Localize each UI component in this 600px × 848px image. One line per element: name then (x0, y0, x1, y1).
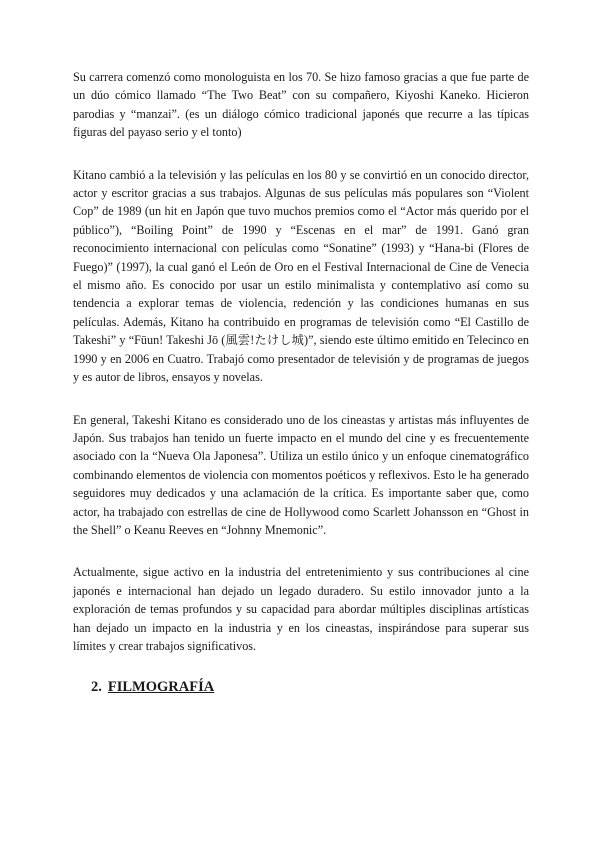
paragraph-influence: En general, Takeshi Kitano es considerado uno de los cineastas y artistas más influyentes de Japón. Sus trabajos han tenido un fuerte impacto en el mundo del cine y es frecuentemente asociado con la “Nueva Ola Japonesa”. Utiliza un estilo único y un enfoque cinematográfico combinando elementos de violencia con momentos poéticos y reflexivos. Esto le ha generado seguidores muy dedicados y una aclamación de la crítica. Es importante saber que, como actor, ha trabajado con estrellas de cine de Hollywood como Scarlett Johansson en “Ghost in the Shell” o Keanu Reeves en “Johnny Mnemonic”. (73, 412, 529, 537)
document-body (73, 68, 529, 696)
section-heading (91, 679, 529, 696)
paragraph-film-tv: Kitano cambió a la televisión y las películas en los 80 y se convirtió en un conocido director, actor y escritor gracias a sus trabajos. Algunas de sus películas más populares son “Violent Cop” de 1989 (un hit en Japón que tuvo muchos premios como el “Actor más querido por el público”), “Boiling Point” de 1990 y “Escenas en el mar” de 1991. Ganó gran reconocimiento internacional con películas como “Sonatine” (1993) y “Hana-bi (Flores de Fuego)” (1997), la cual ganó el León de Oro en el Festival Internacional de Cine de Venecia el mismo año. Es conocido por usar un estilo minimalista y contemplativo así como su tendencia a explorar temas de violencia, redención y las condiciones humanas en sus películas. Además, Kitano ha contribuido en programas de televisión como “El Castillo de Takeshi” y “Fūun! Takeshi Jō (風雲!たけし城)”, siendo este último emitido en Telecinco en 1990 y en 2006 en Cuatro. Trabajó como presentador de televisión y de programas de juegos y es autor de libros, ensayos y novelas. (73, 167, 529, 385)
paragraph-career-start: Su carrera comenzó como monologuista en los 70. Se hizo famoso gracias a que fue parte de un dúo cómico llamado “The Two Beat” con su compañero, Kiyoshi Kaneko. Hicieron parodias y “manzai”. (es un diálogo cómico tradicional japonés que recurre a las típicas figuras del payaso serio y el tonto) (73, 70, 529, 140)
section-number: 2. (91, 679, 102, 696)
section-title: FILMOGRAFÍA (107, 679, 215, 696)
paragraph-legacy: Actualmente, sigue activo en la industria del entretenimiento y sus contribuciones al cine japonés e internacional han dejado un legado duradero. Su estilo innovador junto a la exploración de temas profundos y su capacidad para abordar múltiples disciplinas artísticas han dejado un impacto en la industria y en los cineastas, inspirándose para superar sus límites y crear trabajos significativos. (73, 565, 529, 653)
